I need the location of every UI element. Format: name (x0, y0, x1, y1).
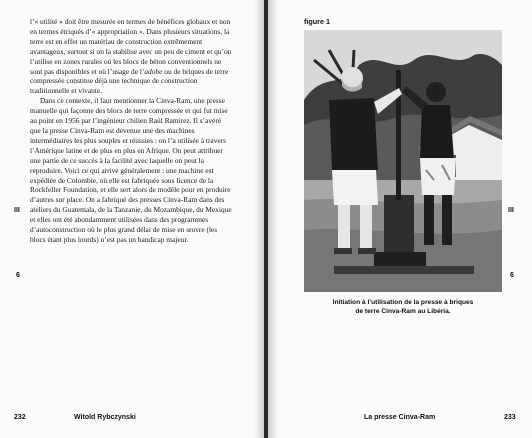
figure-label: figure 1 (304, 17, 330, 26)
paragraph-1-text: l’« utilité » doit être mesurée en termes de bénéfices globaux et non en termes étriqués d’« appropriation ». Dans plusieurs situations, la terre est en effet un matériau de construction extrêmement avantageux, surtout si on la stabilise avec un peu de ciment et qu’on l’utilise en zones rurales où les blocs de béton conventionnels ne sont pas disponibles et où l’usage de l’ (30, 17, 232, 76)
photo-illustration (304, 30, 502, 292)
adobe-italic: adobe (144, 66, 163, 76)
gutter-shadow (268, 0, 278, 438)
left-page (0, 0, 264, 438)
figure-caption (302, 298, 504, 316)
chapter-marker: 6 (16, 272, 20, 279)
page-number: 233 (504, 414, 516, 421)
caption-line-2: de terre Cinva-Ram au Libéria. (355, 308, 451, 315)
running-head: Witold Rybczynski (74, 414, 136, 421)
section-marker: III (508, 207, 514, 214)
paragraph-2: Dans ce contexte, il faut mentionner la Cinva-Ram, une presse manuelle qui façonne des blocs de terre compressée et qui fut mise au point en 1956 par l’ingénieur chilien Raúl Ramírez. Il s’avéré que la presse Cinva-Ram est devenue une des machines intermédiaires les plus souples et réussies : on l’a utilisée à travers l’Amérique latine et de plus en plus en Afrique. On peut attribuer une partie de ce succès à la facilité avec laquelle on peut la reproduire. Voici ce qui arrive généralement : une machine est expédiée de Colombie, où elle est fabriquée sous licence de la Rockfeller Foundation, et elle sert alors de modèle pour en produire d’autres sur place. On a fabriqué des presses Cinva-Ram dans des ateliers du Guatemala, de la Tanzanie, du Mozambique, du Mexique et elles ont été abondamment utilisées dans des programmes d’autoconstruction où le plus grand délai de mise en œuvre (les blocs étant plus lourds) n’est pas un handicap majeur. (30, 96, 232, 244)
running-head: La presse Cinva-Ram (364, 414, 436, 421)
photo (304, 30, 502, 292)
right-page (268, 0, 532, 438)
page-number: 232 (14, 414, 26, 421)
caption-line-1: Initiation à l’utilisation de la presse à briques (332, 299, 474, 306)
section-marker: III (14, 207, 20, 214)
paragraph-1 (30, 17, 233, 96)
paragraph-1-end: ou de briques de terre compressée constitue déjà une technique de construction traditionnelle et vivante. (30, 66, 229, 96)
gutter-shadow (254, 0, 264, 438)
chapter-marker: 6 (510, 272, 514, 279)
body-text (30, 17, 233, 245)
